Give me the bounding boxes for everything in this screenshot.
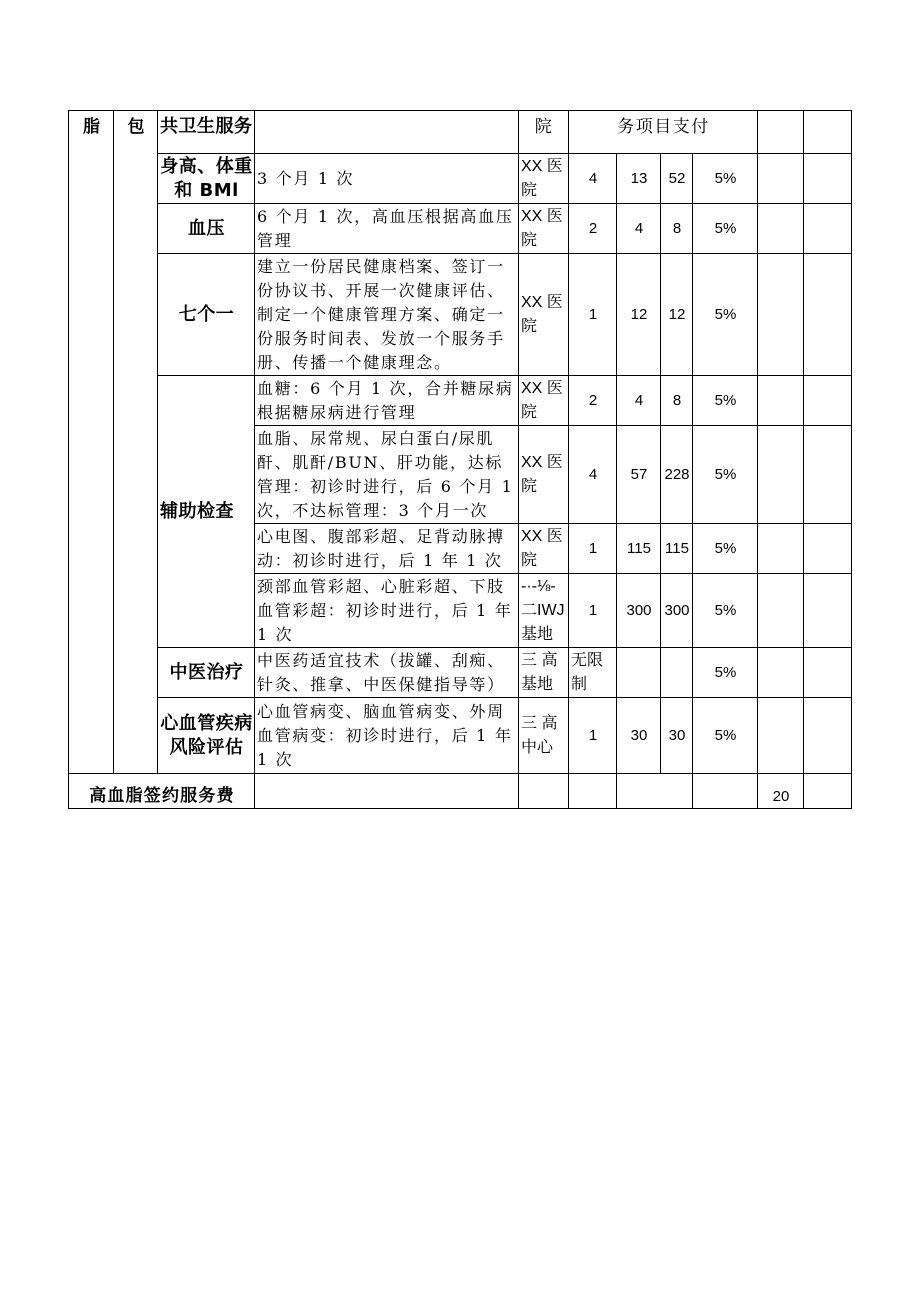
quantity: 4 [569,426,617,524]
service-provider: XX 医院 [519,426,569,524]
unit-price: 4 [617,376,661,426]
table-row [69,204,852,254]
table-footer-row [69,774,852,809]
unit-price: 300 [617,574,661,648]
service-item-name: 七个一 [158,254,255,376]
empty-cell [758,426,804,524]
signing-fee-label: 高血脂签约服务费 [69,774,255,809]
unit-price: 13 [617,154,661,204]
amount: 300 [661,574,693,648]
quantity: 1 [569,574,617,648]
empty-cell [804,426,852,524]
service-fee-table [68,110,852,809]
empty-cell [758,574,804,648]
service-provider: XX 医院 [519,524,569,574]
empty-cell [758,254,804,376]
service-provider: -·-⅛-二IWJ基地 [519,574,569,648]
rate: 5% [693,254,758,376]
provider-header: 院 [519,111,569,154]
amount [661,648,693,698]
empty-cell [804,774,852,809]
empty-cell [519,774,569,809]
empty-cell [758,154,804,204]
quantity: 1 [569,698,617,774]
empty-cell [804,254,852,376]
unit-price [617,648,661,698]
amount: 115 [661,524,693,574]
amount: 228 [661,426,693,524]
table-row [69,648,852,698]
service-item-name: 辅助检查 [158,376,255,648]
empty-cell [617,774,693,809]
signing-fee-value: 20 [758,774,804,809]
service-description: 中医药适宜技术（拔罐、刮痴、针灸、推拿、中医保健指导等） [255,648,519,698]
rate: 5% [693,154,758,204]
rate: 5% [693,524,758,574]
empty-cell [758,524,804,574]
service-provider: 三 高基地 [519,648,569,698]
empty-cell [758,376,804,426]
amount: 52 [661,154,693,204]
quantity: 2 [569,376,617,426]
service-provider: XX 医院 [519,154,569,204]
amount: 8 [661,204,693,254]
service-description: 6 个月 1 次，高血压根据高血压管理 [255,204,519,254]
empty-cell [758,698,804,774]
service-description: 颈部血管彩超、心脏彩超、下肢血管彩超：初诊时进行，后 1 年 1 次 [255,574,519,648]
amount: 12 [661,254,693,376]
quantity: 1 [569,254,617,376]
empty-cell [758,111,804,154]
service-description: 建立一份居民健康档案、签订一份协议书、开展一次健康评估、制定一个健康管理方案、确定一份服务时间表、发放一个服务手册、传播一个健康理念。 [255,254,519,376]
service-provider: XX 医院 [519,204,569,254]
quantity: 无限制 [569,648,617,698]
empty-cell [758,648,804,698]
empty-cell [758,204,804,254]
empty-cell [255,111,519,154]
table-row [69,376,852,426]
service-item-name: 中医治疗 [158,648,255,698]
service-description: 3 个月 1 次 [255,154,519,204]
empty-cell [804,376,852,426]
rate: 5% [693,426,758,524]
service-description: 心电图、腹部彩超、足背动脉搏动：初诊时进行，后 1 年 1 次 [255,524,519,574]
table-row [69,111,852,154]
service-item-name: 心血管疾病风险评估 [158,698,255,774]
rate: 5% [693,698,758,774]
unit-price: 57 [617,426,661,524]
service-description: 血糖：6 个月 1 次，合并糖尿病根据糖尿病进行管理 [255,376,519,426]
empty-cell [804,154,852,204]
unit-price: 12 [617,254,661,376]
quantity: 4 [569,154,617,204]
quantity: 2 [569,204,617,254]
empty-cell [804,111,852,154]
table-row [69,698,852,774]
service-provider: XX 医院 [519,254,569,376]
unit-price: 30 [617,698,661,774]
unit-price: 4 [617,204,661,254]
rate: 5% [693,376,758,426]
unit-price: 115 [617,524,661,574]
amount: 30 [661,698,693,774]
amount: 8 [661,376,693,426]
quantity: 1 [569,524,617,574]
side-label-bao: 包 [114,111,158,774]
category-label: 共卫生服务 [158,111,255,154]
empty-cell [804,698,852,774]
empty-cell [255,774,519,809]
rate: 5% [693,204,758,254]
rate: 5% [693,648,758,698]
service-item-name: 身高、体重和 BMl [158,154,255,204]
service-provider: XX 医院 [519,376,569,426]
service-provider: 三 高中心 [519,698,569,774]
empty-cell [804,574,852,648]
empty-cell [804,204,852,254]
empty-cell [804,524,852,574]
empty-cell [804,648,852,698]
service-description: 心血管病变、脑血管病变、外周血管病变：初诊时进行，后 1 年 1 次 [255,698,519,774]
service-description: 血脂、尿常规、尿白蛋白/尿肌酐、肌酐/BUN、肝功能，达标管理：初诊时进行，后 6 个月 1 次，不达标管理：3 个月一次 [255,426,519,524]
table-row [69,254,852,376]
service-item-name: 血压 [158,204,255,254]
side-label-zhi: 脂 [69,111,114,774]
empty-cell [569,774,617,809]
empty-cell [693,774,758,809]
payment-method-header: 务项目支付 [569,111,758,154]
table-row [69,154,852,204]
rate: 5% [693,574,758,648]
